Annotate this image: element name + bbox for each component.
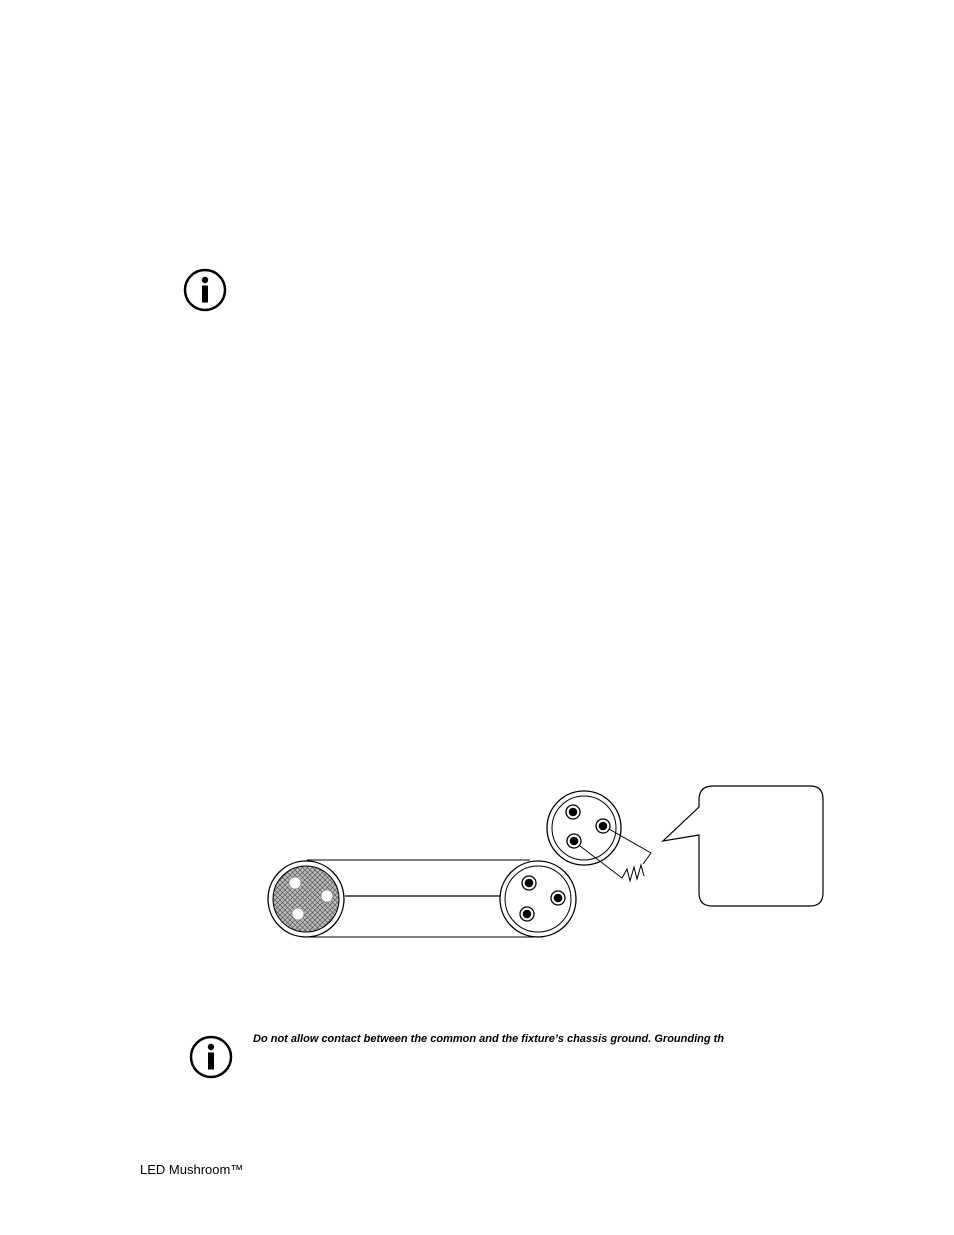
- info-icon: [182, 268, 228, 312]
- female-xlr-connector: [268, 861, 344, 937]
- callout-bubble: [663, 786, 823, 906]
- xlr-cable-diagram: [255, 775, 835, 950]
- footer-product-name: LED Mushroom™: [140, 1162, 244, 1177]
- terminator-connector: [547, 791, 621, 865]
- info-icon: [188, 1035, 234, 1079]
- note-text: Do not allow contact between the common and the fixture’s chassis ground. Grounding th: [253, 1033, 725, 1045]
- male-xlr-connector: [500, 861, 576, 937]
